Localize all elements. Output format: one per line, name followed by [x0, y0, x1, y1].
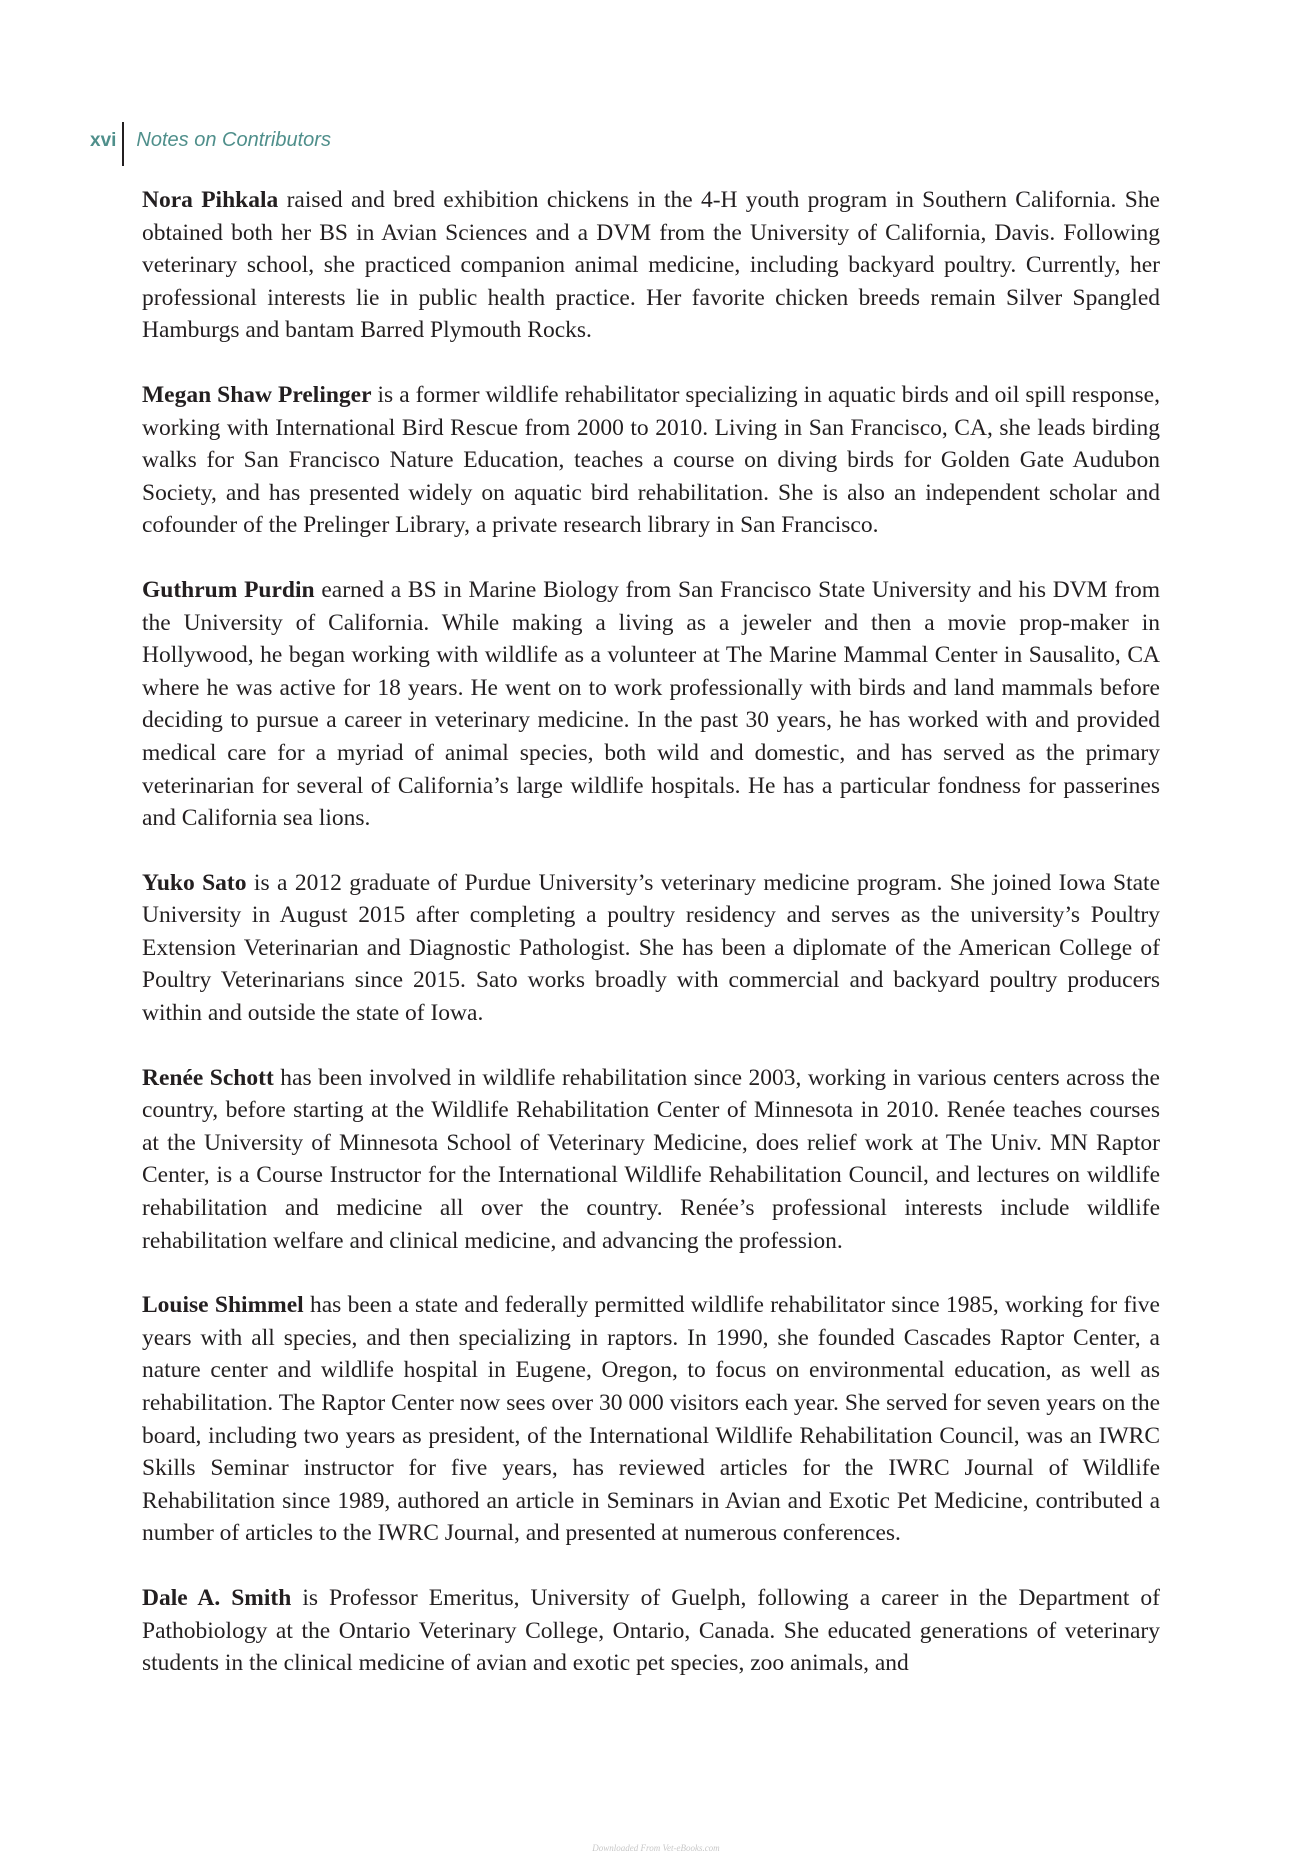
contributor-bio: has been involved in wildlife rehabilitation since 2003, working in various centers across the country, before starting at the Wildlife Rehabilitation Center of Minnesota in 2010. Renée teaches courses at the University of Minnesota School of Veterinary Medicine, does relief work at The Univ. MN Raptor Center, is a Course Instructor for the International Wildlife Rehabilitation Council, and lectures on wildlife rehabilitation and medicine all over the country. Renée’s professional interests include wildlife rehabilitation welfare and clinical medicine, and advancing the profession.: [142, 1064, 1160, 1254]
contributor-name: Renée Schott: [142, 1064, 274, 1091]
section-title: Notes on Contributors: [136, 129, 331, 151]
contributor-bio: raised and bred exhibition chickens in the 4-H youth program in Southern California. She obtained both her BS in Avian Sciences and a DVM from the University of California, Davis. Following veterinary school, she practiced companion animal medicine, including backyard poultry. Currently, her professional interests lie in public health practice. Her favorite chicken breeds remain Silver Spangled Hamburgs and bantam Barred Plymouth Rocks.: [142, 187, 1160, 344]
contributor-name: Dale A. Smith: [142, 1584, 292, 1611]
contributor-name: Yuko Sato: [142, 869, 247, 896]
contributor-bio: has been a state and federally permitted wildlife rehabilitator since 1985, working for five years with all species, and then specializing in raptors. In 1990, she founded Cascades Raptor Center, a nature center and wildlife hospital in Eugene, Oregon, to focus on environmental education, as well as rehabilitation. The Raptor Center now sees over 30 000 visitors each year. She served for seven years on the board, including two years as president, of the International Wildlife Rehabilitation Council, was an IWRC Skills Seminar instructor for five years, has reviewed articles for the IWRC Journal of Wildlife Rehabilitation since 1989, authored an article in Seminars in Avian and Exotic Pet Medicine, contributed a number of articles to the IWRC Journal, and presented at numerous conferences.: [142, 1292, 1160, 1547]
contributor-bio: is a 2012 graduate of Purdue University’s veterinary medicine program. She joined Iowa State University in August 2015 after completing a poultry residency and serves as the university’s Poultry Extension Veterinarian and Diagnostic Pathologist. She has been a diplomate of the American College of Poultry Veterinarians since 2015. Sato works broadly with commercial and backyard poultry producers within and outside the state of Iowa.: [142, 869, 1160, 1027]
contributor-name: Megan Shaw Prelinger: [142, 381, 372, 408]
contributor-entry: [142, 574, 1160, 835]
contributor-name: Louise Shimmel: [142, 1292, 304, 1319]
contributors-list: [142, 184, 1160, 1712]
contributor-name: Guthrum Purdin: [142, 576, 315, 603]
contributor-bio: is Professor Emeritus, University of Guelph, following a career in the Department of Pathobiology at the Ontario Veterinary College, Ontario, Canada. She educated generations of veterinary students in the clinical medicine of avian and exotic pet species, zoo animals, and: [142, 1584, 1160, 1677]
download-watermark: Downloaded From Vet-eBooks.com: [592, 1843, 720, 1853]
contributor-entry: [142, 379, 1160, 542]
contributor-bio: is a former wildlife rehabilitator specializing in aquatic birds and oil spill response, working with International Bird Rescue from 2000 to 2010. Living in San Francisco, CA, she leads birding walks for San Francisco Nature Education, teaches a course on diving birds for Golden Gate Audubon Society, and has presented widely on aquatic bird rehabilitation. She is also an independent scholar and cofounder of the Prelinger Library, a private research library in San Francisco.: [142, 381, 1160, 539]
contributor-bio: earned a BS in Marine Biology from San Francisco State University and his DVM from the University of California. While making a living as a jeweler and then a movie prop-maker in Hollywood, he began working with wildlife as a volunteer at The Marine Mammal Center in Sausalito, CA where he was active for 18 years. He went on to work professionally with birds and land mammals before deciding to pursue a career in veterinary medicine. In the past 30 years, he has worked with and provided medical care for a myriad of animal species, both wild and domestic, and has served as the primary veterinarian for several of California’s large wildlife hospitals. He has a particular fondness for passerines and California sea lions.: [142, 576, 1161, 832]
header-divider: [122, 122, 124, 166]
contributor-name: Nora Pihkala: [142, 187, 279, 213]
contributor-entry: [142, 1062, 1160, 1258]
contributor-entry: [142, 1582, 1160, 1680]
contributor-entry: [142, 867, 1160, 1030]
contributor-entry: [142, 184, 1160, 347]
running-header: [90, 122, 331, 166]
page-number: xvi: [90, 130, 117, 151]
contributor-entry: [142, 1289, 1160, 1550]
